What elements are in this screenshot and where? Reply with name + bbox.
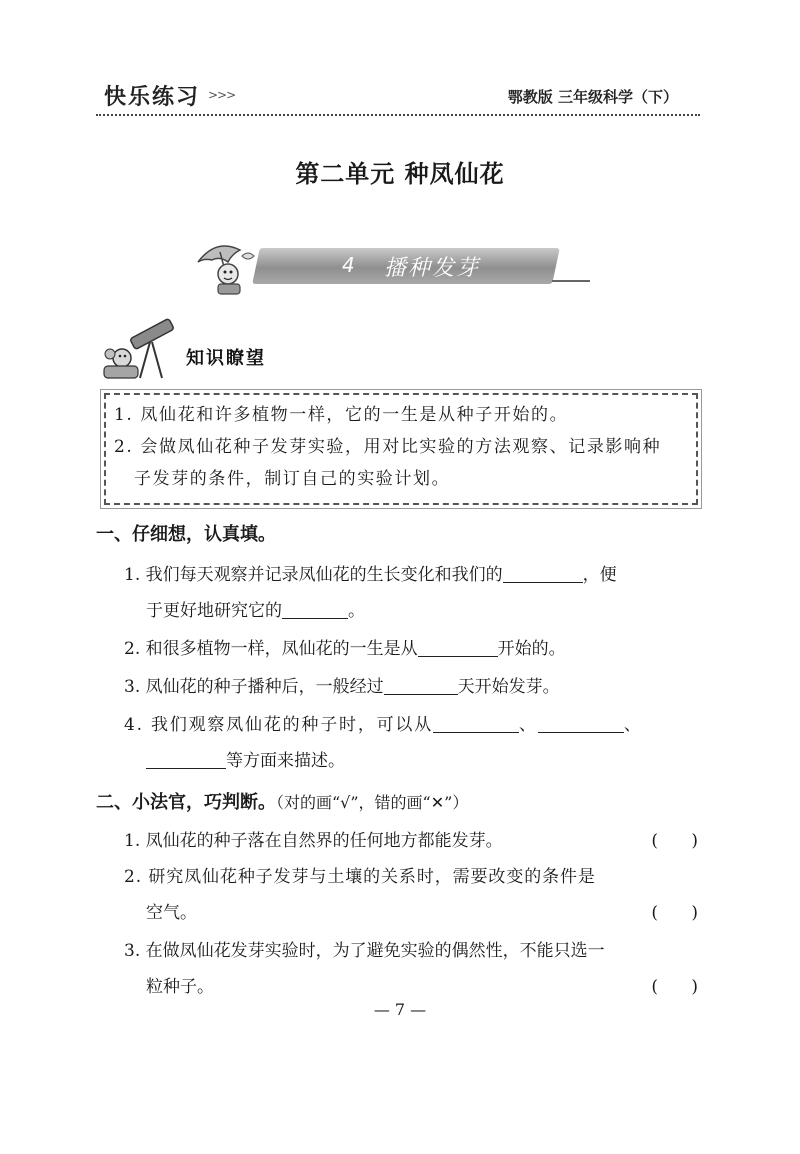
fill-question-1 [124, 560, 617, 590]
section2-note: （对的画“√”，错的画“✕”） [276, 793, 469, 812]
question-text: 1. 我们每天观察并记录凤仙花的生长变化和我们的 [124, 565, 503, 585]
question-text: 2. 和很多植物一样，凤仙花的一生是从 [124, 639, 418, 659]
judge-question-3-cont: 粒种子。 [146, 977, 214, 997]
lesson-title: 播种发芽 [384, 256, 481, 281]
judge-question-3: 3. 在做凤仙花发芽实验时，为了避免实验的偶然性，不能只选一 [124, 941, 605, 961]
answer-parentheses[interactable]: ( ) [651, 903, 698, 923]
question-text: 开始的。 [497, 639, 566, 659]
unit-title: 第二单元 种凤仙花 [295, 160, 505, 188]
knowledge-point-2: 2. 会做凤仙花种子发芽实验，用对比实验的方法观察、记录影响种 [114, 437, 662, 457]
fill-question-3 [124, 672, 560, 702]
answer-blank[interactable] [538, 712, 624, 733]
cartoon-umbrella-icon [192, 236, 262, 298]
judge-question-1: 1. 凤仙花的种子落在自然界的任何地方都能发芽。 [124, 831, 503, 851]
section1-heading: 一、仔细想，认真填。 [96, 524, 276, 545]
answer-blank[interactable] [433, 712, 519, 733]
knowledge-box [104, 393, 698, 505]
lesson-banner [192, 236, 600, 298]
knowledge-point-1: 1. 凤仙花和许多植物一样，它的一生是从种子开始的。 [114, 405, 569, 425]
answer-blank[interactable] [282, 598, 348, 619]
answer-blank[interactable] [384, 674, 458, 695]
question-text: 、 [623, 715, 643, 735]
question-text: 4. 我们观察凤仙花的种子时，可以从 [124, 715, 434, 735]
page-number: — 7 — [373, 1000, 427, 1019]
question-text: 天开始发芽。 [457, 677, 560, 697]
lesson-banner-line [552, 280, 590, 282]
fill-question-2 [124, 634, 566, 664]
judge-question-2-cont: 空气。 [146, 903, 197, 923]
knowledge-header [100, 318, 300, 384]
answer-blank[interactable] [503, 562, 583, 583]
telescope-icon [100, 318, 184, 382]
question-text: 于更好地研究它的 [146, 601, 282, 621]
fill-question-4 [124, 710, 643, 740]
header-arrows: >>> [208, 88, 236, 102]
section2-heading [96, 788, 468, 814]
question-text: 、 [519, 715, 538, 735]
question-text: 3. 凤仙花的种子播种后，一般经过 [124, 677, 384, 697]
lesson-number: 4 [342, 253, 355, 277]
knowledge-label: 知识瞭望 [186, 348, 266, 369]
judge-question-2: 2. 研究凤仙花种子发芽与土壤的关系时，需要改变的条件是 [124, 867, 596, 887]
page-header [96, 72, 700, 118]
knowledge-point-2-cont: 子发芽的条件，制订自己的实验计划。 [134, 469, 451, 489]
answer-parentheses[interactable]: ( ) [651, 977, 698, 997]
header-edition: 鄂教版 三年级科学（下） [507, 88, 678, 106]
header-title: 快乐练习 [104, 85, 201, 110]
question-text: 。 [348, 601, 365, 621]
answer-blank[interactable] [146, 748, 226, 769]
fill-question-4-cont [146, 746, 345, 776]
answer-parentheses[interactable]: ( ) [651, 831, 698, 851]
section2-title: 二、小法官，巧判断。 [96, 792, 276, 813]
fill-question-1-cont [146, 596, 365, 626]
answer-blank[interactable] [418, 636, 498, 657]
question-text: ，便 [582, 565, 617, 585]
header-divider [96, 114, 700, 116]
question-text: 等方面来描述。 [226, 751, 345, 771]
